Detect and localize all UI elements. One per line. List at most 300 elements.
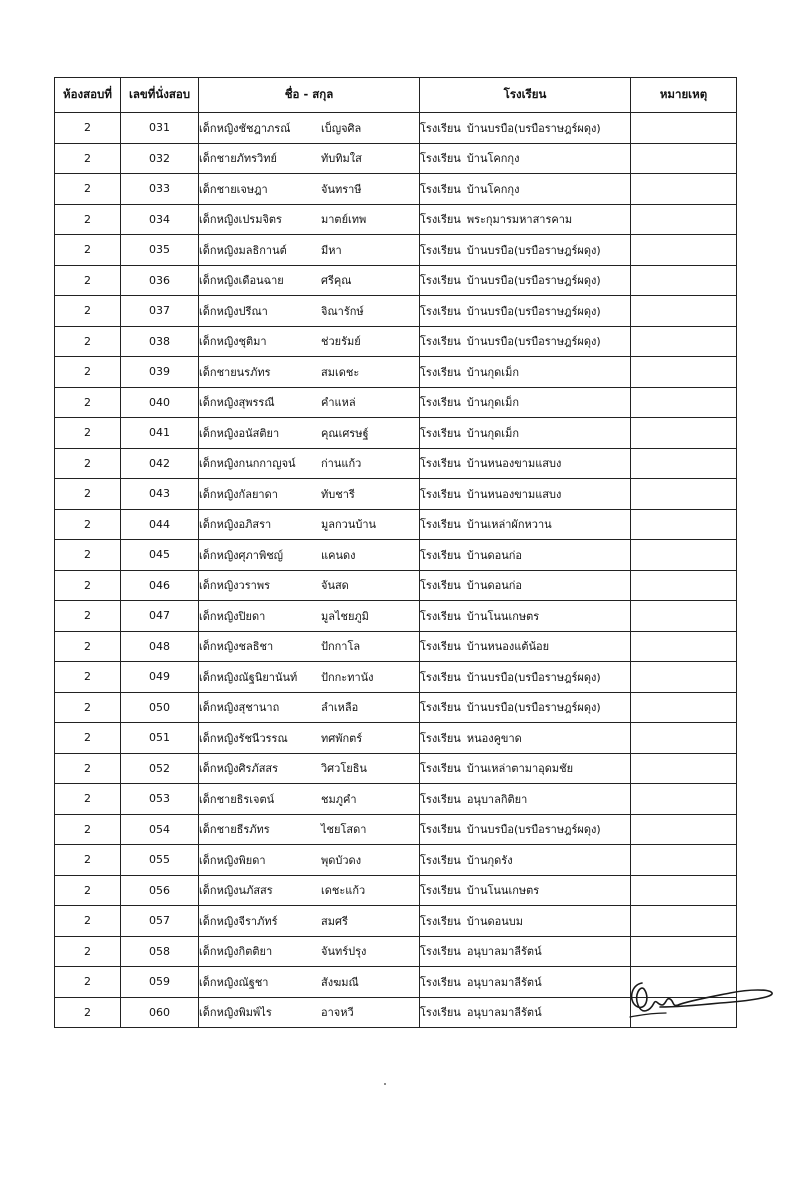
seat-number-cell: 053: [121, 784, 199, 815]
room-cell: 2: [55, 997, 121, 1028]
school-name: บ้านบรบือ(บรบือราษฎร์ผดุง): [466, 670, 601, 684]
seat-number-cell: 039: [121, 357, 199, 388]
school-name: อนุบาลมาลีรัตน์: [466, 945, 542, 959]
school-prefix: โรงเรียน: [420, 121, 461, 135]
school-cell: [420, 204, 631, 235]
school-name: บ้านหนองขามแสบง: [466, 487, 562, 501]
student-name-cell: [199, 845, 420, 876]
table-row: [55, 845, 737, 876]
school-prefix: โรงเรียน: [420, 365, 461, 379]
school-prefix: โรงเรียน: [420, 762, 461, 776]
last-name: มูลไชยภูมิ: [321, 609, 369, 623]
note-cell: [631, 174, 737, 205]
note-cell: [631, 479, 737, 510]
school-name: บ้านบรบือ(บรบือราษฎร์ผดุง): [466, 121, 601, 135]
room-cell: 2: [55, 235, 121, 266]
school-cell: [420, 265, 631, 296]
school-cell: [420, 753, 631, 784]
note-cell: [631, 662, 737, 693]
first-name: เด็กหญิงมลธิกานต์: [199, 243, 287, 257]
last-name: วิศวโยธิน: [321, 762, 367, 776]
first-name: เด็กหญิงปรีณา: [199, 304, 268, 318]
table-row: [55, 723, 737, 754]
school-prefix: โรงเรียน: [420, 396, 461, 410]
table-row: [55, 692, 737, 723]
first-name: เด็กหญิงกิตติยา: [199, 945, 273, 959]
room-cell: 2: [55, 845, 121, 876]
seat-number-cell: 032: [121, 143, 199, 174]
school-prefix: โรงเรียน: [420, 823, 461, 837]
school-name: บ้านบรบือ(บรบือราษฎร์ผดุง): [466, 274, 601, 288]
school-cell: [420, 174, 631, 205]
school-cell: [420, 296, 631, 327]
last-name: ลำเหลือ: [321, 701, 359, 715]
first-name: เด็กหญิงสุชานาถ: [199, 701, 280, 715]
school-prefix: โรงเรียน: [420, 182, 461, 196]
school-name: บ้านโนนเกษตร: [466, 609, 540, 623]
seat-number-cell: 060: [121, 997, 199, 1028]
student-name-cell: [199, 906, 420, 937]
first-name: เด็กหญิงอภิสรา: [199, 518, 272, 532]
seat-number-cell: 035: [121, 235, 199, 266]
note-cell: [631, 875, 737, 906]
school-name: บ้านเหล่าผักหวาน: [466, 518, 552, 532]
first-name: เด็กหญิงรัชนีวรรณ: [199, 731, 288, 745]
school-name: บ้านบรบือ(บรบือราษฎร์ผดุง): [466, 701, 601, 715]
exam-seating-table: [54, 77, 737, 1028]
room-cell: 2: [55, 875, 121, 906]
room-cell: 2: [55, 113, 121, 144]
school-prefix: โรงเรียน: [420, 518, 461, 532]
seat-number-cell: 051: [121, 723, 199, 754]
last-name: สังฆมณี: [321, 975, 359, 989]
school-prefix: โรงเรียน: [420, 914, 461, 928]
note-cell: [631, 143, 737, 174]
school-name: บ้านหนองแต้น้อย: [466, 640, 550, 654]
table-row: [55, 814, 737, 845]
note-cell: [631, 723, 737, 754]
school-name: บ้านหนองขามแสบง: [466, 457, 562, 471]
first-name: เด็กหญิงจีราภัทร์: [199, 914, 278, 928]
seat-number-cell: 054: [121, 814, 199, 845]
room-cell: 2: [55, 601, 121, 632]
student-name-cell: [199, 235, 420, 266]
note-cell: [631, 235, 737, 266]
school-cell: [420, 662, 631, 693]
seat-number-cell: 050: [121, 692, 199, 723]
seat-number-cell: 031: [121, 113, 199, 144]
school-name: บ้านบรบือ(บรบือราษฎร์ผดุง): [466, 243, 601, 257]
table-header-row: [55, 78, 737, 113]
student-name-cell: [199, 479, 420, 510]
first-name: เด็กหญิงณัฐชา: [199, 975, 269, 989]
first-name: เด็กหญิงศุภาพิชญ์: [199, 548, 284, 562]
school-cell: [420, 601, 631, 632]
table-row: [55, 875, 737, 906]
note-cell: [631, 814, 737, 845]
last-name: สมศรี: [321, 914, 348, 928]
table-row: [55, 204, 737, 235]
last-name: ปักกาโล: [321, 640, 361, 654]
school-cell: [420, 143, 631, 174]
school-prefix: โรงเรียน: [420, 548, 461, 562]
seat-number-cell: 042: [121, 448, 199, 479]
school-prefix: โรงเรียน: [420, 426, 461, 440]
room-cell: 2: [55, 296, 121, 327]
student-name-cell: [199, 357, 420, 388]
school-prefix: โรงเรียน: [420, 792, 461, 806]
note-cell: [631, 296, 737, 327]
note-cell: [631, 936, 737, 967]
table-row: [55, 570, 737, 601]
seat-number-cell: 036: [121, 265, 199, 296]
table-row: [55, 479, 737, 510]
table-row: [55, 235, 737, 266]
first-name: เด็กหญิงเดือนฉาย: [199, 274, 284, 288]
header-name: ชื่อ - สกุล: [199, 78, 420, 113]
first-name: เด็กหญิงกนกกาญจน์: [199, 457, 296, 471]
room-cell: 2: [55, 387, 121, 418]
student-name-cell: [199, 296, 420, 327]
seat-number-cell: 058: [121, 936, 199, 967]
school-name: บ้านบรบือ(บรบือราษฎร์ผดุง): [466, 304, 601, 318]
last-name: สมเดชะ: [321, 365, 360, 379]
last-name: คุณเศรษฐ์: [321, 426, 369, 440]
last-name: พุดบัวดง: [321, 853, 362, 867]
room-cell: 2: [55, 692, 121, 723]
school-name: บ้านดอนก่อ: [466, 548, 523, 562]
first-name: เด็กหญิงพิมพ์ไร: [199, 1006, 272, 1020]
room-cell: 2: [55, 326, 121, 357]
last-name: จิณารักษ์: [321, 304, 364, 318]
room-cell: 2: [55, 936, 121, 967]
table-row: [55, 540, 737, 571]
first-name: เด็กชายธีรภัทร: [199, 823, 270, 837]
header-seat: เลขที่นั่งสอบ: [121, 78, 199, 113]
room-cell: 2: [55, 631, 121, 662]
first-name: เด็กหญิงณัฐนิยานันท์: [199, 670, 298, 684]
school-cell: [420, 418, 631, 449]
first-name: เด็กหญิงสุพรรณี: [199, 396, 275, 410]
school-cell: [420, 906, 631, 937]
school-name: บ้านกุดเม็ก: [466, 426, 519, 440]
room-cell: 2: [55, 357, 121, 388]
last-name: คำแหล่: [321, 396, 356, 410]
note-cell: [631, 113, 737, 144]
first-name: เด็กหญิงเปรมจิตร: [199, 213, 282, 227]
note-cell: [631, 265, 737, 296]
table-row: [55, 753, 737, 784]
student-name-cell: [199, 875, 420, 906]
last-name: ช่วยรัมย์: [321, 335, 361, 349]
student-name-cell: [199, 418, 420, 449]
last-name: ทศพักตร์: [321, 731, 363, 745]
student-name-cell: [199, 448, 420, 479]
school-cell: [420, 814, 631, 845]
last-name: แคนดง: [321, 548, 356, 562]
table-row: [55, 387, 737, 418]
school-prefix: โรงเรียน: [420, 335, 461, 349]
school-cell: [420, 540, 631, 571]
room-cell: 2: [55, 967, 121, 998]
room-cell: 2: [55, 723, 121, 754]
school-name: อนุบาลกิติยา: [466, 792, 528, 806]
school-cell: [420, 997, 631, 1028]
school-prefix: โรงเรียน: [420, 945, 461, 959]
room-cell: 2: [55, 784, 121, 815]
student-name-cell: [199, 967, 420, 998]
school-name: บ้านโคกกุง: [466, 152, 520, 166]
school-cell: [420, 387, 631, 418]
school-cell: [420, 235, 631, 266]
table-row: [55, 174, 737, 205]
seat-number-cell: 052: [121, 753, 199, 784]
seat-number-cell: 038: [121, 326, 199, 357]
last-name: ทับชารี: [321, 487, 355, 501]
table-row: [55, 601, 737, 632]
last-name: มาตย์เทพ: [321, 213, 367, 227]
table-row: [55, 265, 737, 296]
scan-speck: [384, 1083, 386, 1085]
note-cell: [631, 357, 737, 388]
school-prefix: โรงเรียน: [420, 304, 461, 318]
seat-number-cell: 048: [121, 631, 199, 662]
seat-number-cell: 057: [121, 906, 199, 937]
table-body: [55, 113, 737, 1028]
table-row: [55, 418, 737, 449]
seat-number-cell: 033: [121, 174, 199, 205]
school-prefix: โรงเรียน: [420, 487, 461, 501]
student-name-cell: [199, 174, 420, 205]
school-cell: [420, 875, 631, 906]
room-cell: 2: [55, 143, 121, 174]
first-name: เด็กชายนรภัทร: [199, 365, 271, 379]
student-name-cell: [199, 814, 420, 845]
table-row: [55, 509, 737, 540]
school-cell: [420, 509, 631, 540]
seat-number-cell: 044: [121, 509, 199, 540]
table-row: [55, 113, 737, 144]
last-name: ปักกะทานัง: [321, 670, 374, 684]
school-prefix: โรงเรียน: [420, 670, 461, 684]
school-name: อนุบาลมาลีรัตน์: [466, 1006, 542, 1020]
header-note: หมายเหตุ: [631, 78, 737, 113]
room-cell: 2: [55, 265, 121, 296]
student-name-cell: [199, 387, 420, 418]
first-name: เด็กหญิงชัชฎาภรณ์: [199, 121, 291, 135]
room-cell: 2: [55, 906, 121, 937]
school-prefix: โรงเรียน: [420, 1006, 461, 1020]
seat-number-cell: 043: [121, 479, 199, 510]
first-name: เด็กชายเจษฎา: [199, 182, 268, 196]
school-cell: [420, 692, 631, 723]
school-cell: [420, 448, 631, 479]
school-name: บ้านกุดเม็ก: [466, 365, 519, 379]
last-name: จันสด: [321, 579, 349, 593]
school-cell: [420, 479, 631, 510]
table-row: [55, 784, 737, 815]
school-cell: [420, 631, 631, 662]
first-name: เด็กหญิงวราพร: [199, 579, 270, 593]
last-name: ศรีคุณ: [321, 274, 352, 288]
note-cell: [631, 448, 737, 479]
school-prefix: โรงเรียน: [420, 853, 461, 867]
school-prefix: โรงเรียน: [420, 731, 461, 745]
note-cell: [631, 387, 737, 418]
school-name: บ้านบรบือ(บรบือราษฎร์ผดุง): [466, 335, 601, 349]
note-cell: [631, 601, 737, 632]
note-cell: [631, 204, 737, 235]
first-name: เด็กหญิงชลธิชา: [199, 640, 274, 654]
seat-number-cell: 059: [121, 967, 199, 998]
school-cell: [420, 784, 631, 815]
note-cell: [631, 509, 737, 540]
student-name-cell: [199, 204, 420, 235]
school-prefix: โรงเรียน: [420, 701, 461, 715]
school-name: บ้านดอนบม: [466, 914, 524, 928]
student-name-cell: [199, 692, 420, 723]
room-cell: 2: [55, 204, 121, 235]
note-cell: [631, 631, 737, 662]
room-cell: 2: [55, 753, 121, 784]
student-name-cell: [199, 601, 420, 632]
student-name-cell: [199, 570, 420, 601]
first-name: เด็กหญิงพิยดา: [199, 853, 266, 867]
student-name-cell: [199, 265, 420, 296]
student-name-cell: [199, 113, 420, 144]
room-cell: 2: [55, 174, 121, 205]
last-name: มูลกวนบ้าน: [321, 518, 377, 532]
school-cell: [420, 570, 631, 601]
note-cell: [631, 326, 737, 357]
note-cell: [631, 570, 737, 601]
school-prefix: โรงเรียน: [420, 975, 461, 989]
student-name-cell: [199, 784, 420, 815]
room-cell: 2: [55, 509, 121, 540]
student-name-cell: [199, 540, 420, 571]
room-cell: 2: [55, 479, 121, 510]
first-name: เด็กหญิงชุติมา: [199, 335, 267, 349]
school-prefix: โรงเรียน: [420, 213, 461, 227]
note-cell: [631, 906, 737, 937]
student-name-cell: [199, 631, 420, 662]
school-cell: [420, 113, 631, 144]
last-name: มีหา: [321, 243, 342, 257]
student-name-cell: [199, 509, 420, 540]
school-cell: [420, 967, 631, 998]
student-name-cell: [199, 936, 420, 967]
student-name-cell: [199, 143, 420, 174]
school-prefix: โรงเรียน: [420, 152, 461, 166]
school-name: บ้านกุดเม็ก: [466, 396, 519, 410]
seat-number-cell: 034: [121, 204, 199, 235]
table-row: [55, 296, 737, 327]
school-name: บ้านบรบือ(บรบือราษฎร์ผดุง): [466, 823, 601, 837]
first-name: เด็กหญิงนภัสสร: [199, 884, 273, 898]
table-row: [55, 448, 737, 479]
first-name: เด็กหญิงอนัสติยา: [199, 426, 280, 440]
room-cell: 2: [55, 570, 121, 601]
first-name: เด็กหญิงกัลยาดา: [199, 487, 278, 501]
school-prefix: โรงเรียน: [420, 579, 461, 593]
last-name: ไชยโสดา: [321, 823, 367, 837]
seat-number-cell: 047: [121, 601, 199, 632]
note-cell: [631, 418, 737, 449]
last-name: เดชะแก้ว: [321, 884, 366, 898]
seat-number-cell: 049: [121, 662, 199, 693]
school-cell: [420, 845, 631, 876]
student-name-cell: [199, 326, 420, 357]
school-name: บ้านกุดรัง: [466, 853, 513, 867]
last-name: ก่านแก้ว: [321, 457, 362, 471]
school-prefix: โรงเรียน: [420, 609, 461, 623]
seat-number-cell: 037: [121, 296, 199, 327]
seat-number-cell: 040: [121, 387, 199, 418]
seat-number-cell: 041: [121, 418, 199, 449]
school-cell: [420, 326, 631, 357]
school-prefix: โรงเรียน: [420, 884, 461, 898]
table-row: [55, 662, 737, 693]
school-prefix: โรงเรียน: [420, 274, 461, 288]
school-cell: [420, 357, 631, 388]
table-row: [55, 936, 737, 967]
seat-number-cell: 055: [121, 845, 199, 876]
school-name: หนองคูขาด: [466, 731, 522, 745]
last-name: ชมภูคำ: [321, 792, 357, 806]
student-name-cell: [199, 997, 420, 1028]
first-name: เด็กชายธิรเจตน์: [199, 792, 275, 806]
last-name: จันทร์ปรุง: [321, 945, 367, 959]
first-name: เด็กหญิงปิยดา: [199, 609, 266, 623]
last-name: จันทราษี: [321, 182, 362, 196]
seat-number-cell: 046: [121, 570, 199, 601]
table-row: [55, 326, 737, 357]
school-name: บ้านโคกกุง: [466, 182, 520, 196]
last-name: ทับทิมใส: [321, 152, 362, 166]
school-cell: [420, 723, 631, 754]
student-name-cell: [199, 753, 420, 784]
school-name: บ้านเหล่าตามาอุดมชัย: [466, 762, 574, 776]
school-name: พระกุมารมหาสารคาม: [466, 213, 573, 227]
table-row: [55, 357, 737, 388]
table-row: [55, 906, 737, 937]
seat-number-cell: 045: [121, 540, 199, 571]
student-name-cell: [199, 723, 420, 754]
school-name: อนุบาลมาลีรัตน์: [466, 975, 542, 989]
header-room: ห้องสอบที่: [55, 78, 121, 113]
school-prefix: โรงเรียน: [420, 457, 461, 471]
school-name: บ้านดอนก่อ: [466, 579, 523, 593]
note-cell: [631, 692, 737, 723]
header-school: โรงเรียน: [420, 78, 631, 113]
room-cell: 2: [55, 418, 121, 449]
note-cell: [631, 540, 737, 571]
student-name-cell: [199, 662, 420, 693]
room-cell: 2: [55, 448, 121, 479]
school-name: บ้านโนนเกษตร: [466, 884, 540, 898]
note-cell: [631, 753, 737, 784]
note-cell: [631, 845, 737, 876]
room-cell: 2: [55, 540, 121, 571]
seat-number-cell: 056: [121, 875, 199, 906]
table-row: [55, 631, 737, 662]
school-cell: [420, 936, 631, 967]
school-prefix: โรงเรียน: [420, 640, 461, 654]
note-cell: [631, 784, 737, 815]
first-name: เด็กหญิงศิรภัสสร: [199, 762, 279, 776]
school-prefix: โรงเรียน: [420, 243, 461, 257]
room-cell: 2: [55, 814, 121, 845]
